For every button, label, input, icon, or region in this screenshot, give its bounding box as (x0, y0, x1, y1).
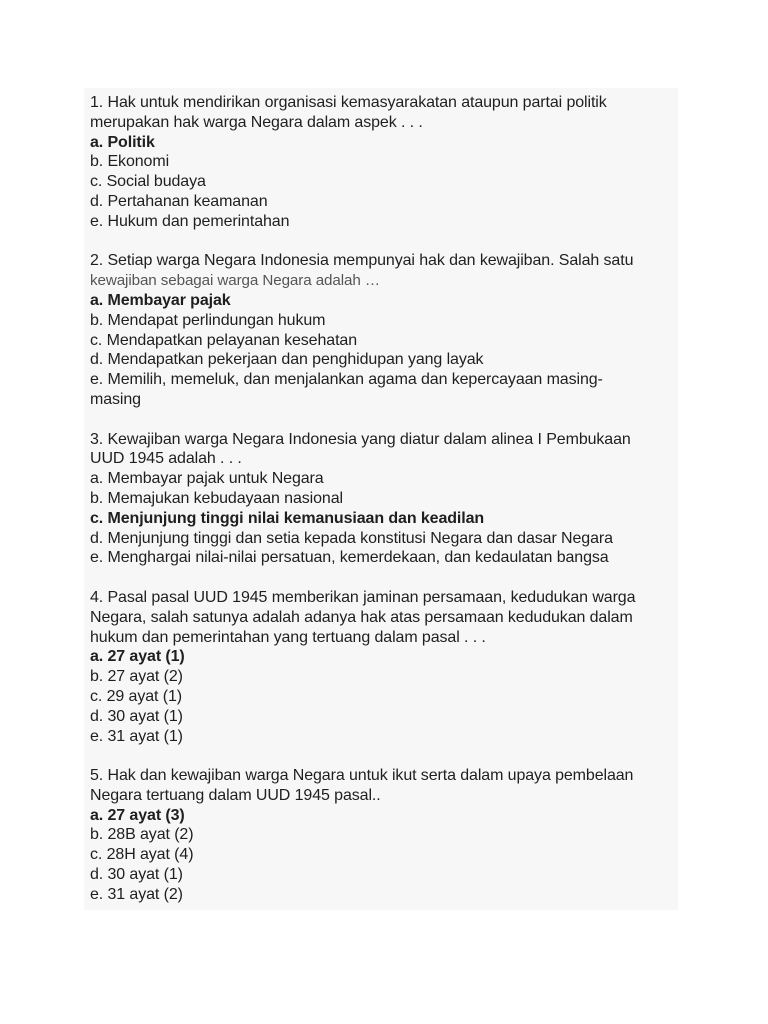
option-e: e. 31 ayat (2) (90, 885, 183, 903)
option-d: d. Pertahanan keamanan (90, 192, 268, 210)
option-a-correct: a. Membayar pajak (90, 291, 231, 309)
option-e: e. Memilih, memeluk, dan menjalankan agama dan kepercayaan masing- (90, 371, 603, 389)
question-1 (90, 93, 670, 232)
question-2 (90, 251, 670, 409)
option-b: b. 28B ayat (2) (90, 826, 194, 844)
question-text-line: 2. Setiap warga Negara Indonesia mempunyai hak dan kewajiban. Salah satu (90, 252, 634, 270)
option-e: e. Hukum dan pemerintahan (90, 212, 290, 230)
option-c: c. Social budaya (90, 173, 206, 191)
quiz-content (90, 93, 670, 905)
option-a-correct: a. 27 ayat (1) (90, 648, 185, 666)
option-c: c. 28H ayat (4) (90, 846, 194, 864)
option-c-correct: c. Menjunjung tinggi nilai kemanusiaan dan keadilan (90, 509, 485, 527)
option-d: d. Menjunjung tinggi dan setia kepada konstitusi Negara dan dasar Negara (90, 529, 613, 547)
option-a-correct: a. 27 ayat (3) (90, 806, 185, 824)
option-c: c. Mendapatkan pelayanan kesehatan (90, 331, 358, 349)
option-b: b. Ekonomi (90, 153, 170, 171)
question-4 (90, 588, 670, 746)
question-text-line: 1. Hak untuk mendirikan organisasi kemasyarakatan ataupun partai politik (90, 94, 607, 111)
question-text-line: kewajiban sebagai warga Negara adalah … (90, 272, 380, 290)
option-d: d. 30 ayat (1) (90, 866, 183, 884)
question-5 (90, 766, 670, 905)
option-c: c. 29 ayat (1) (90, 687, 182, 705)
question-text-line: 4. Pasal pasal UUD 1945 memberikan jaminan persamaan, kedudukan warga (90, 588, 636, 606)
option-e: e. Menghargai nilai-nilai persatuan, kemerdekaan, dan kedaulatan bangsa (90, 549, 609, 567)
option-a-correct: a. Politik (90, 133, 155, 151)
option-e: e. 31 ayat (1) (90, 727, 183, 745)
question-text-line: 5. Hak dan kewajiban warga Negara untuk ikut serta dalam upaya pembelaan (90, 767, 634, 785)
option-b: b. 27 ayat (2) (90, 668, 183, 686)
question-text-line: UUD 1945 adalah . . . (90, 450, 242, 468)
option-b: b. Mendapat perlindungan hukum (90, 311, 326, 329)
question-3 (90, 430, 670, 569)
question-text-line: Negara, salah satunya adalah adanya hak atas persamaan kedudukan dalam (90, 608, 633, 626)
option-a: a. Membayar pajak untuk Negara (90, 470, 324, 488)
option-e-continued: masing (90, 390, 141, 408)
question-text-line: merupakan hak warga Negara dalam aspek . . . (90, 113, 423, 131)
question-text-line: 3. Kewajiban warga Negara Indonesia yang diatur dalam alinea I Pembukaan (90, 430, 631, 448)
option-d: d. 30 ayat (1) (90, 707, 183, 725)
question-text-line: hukum dan pemerintahan yang tertuang dalam pasal . . . (90, 628, 486, 646)
question-text-line: Negara tertuang dalam UUD 1945 pasal.. (90, 786, 381, 804)
option-d: d. Mendapatkan pekerjaan dan penghidupan yang layak (90, 351, 484, 369)
option-b: b. Memajukan kebudayaan nasional (90, 489, 343, 507)
